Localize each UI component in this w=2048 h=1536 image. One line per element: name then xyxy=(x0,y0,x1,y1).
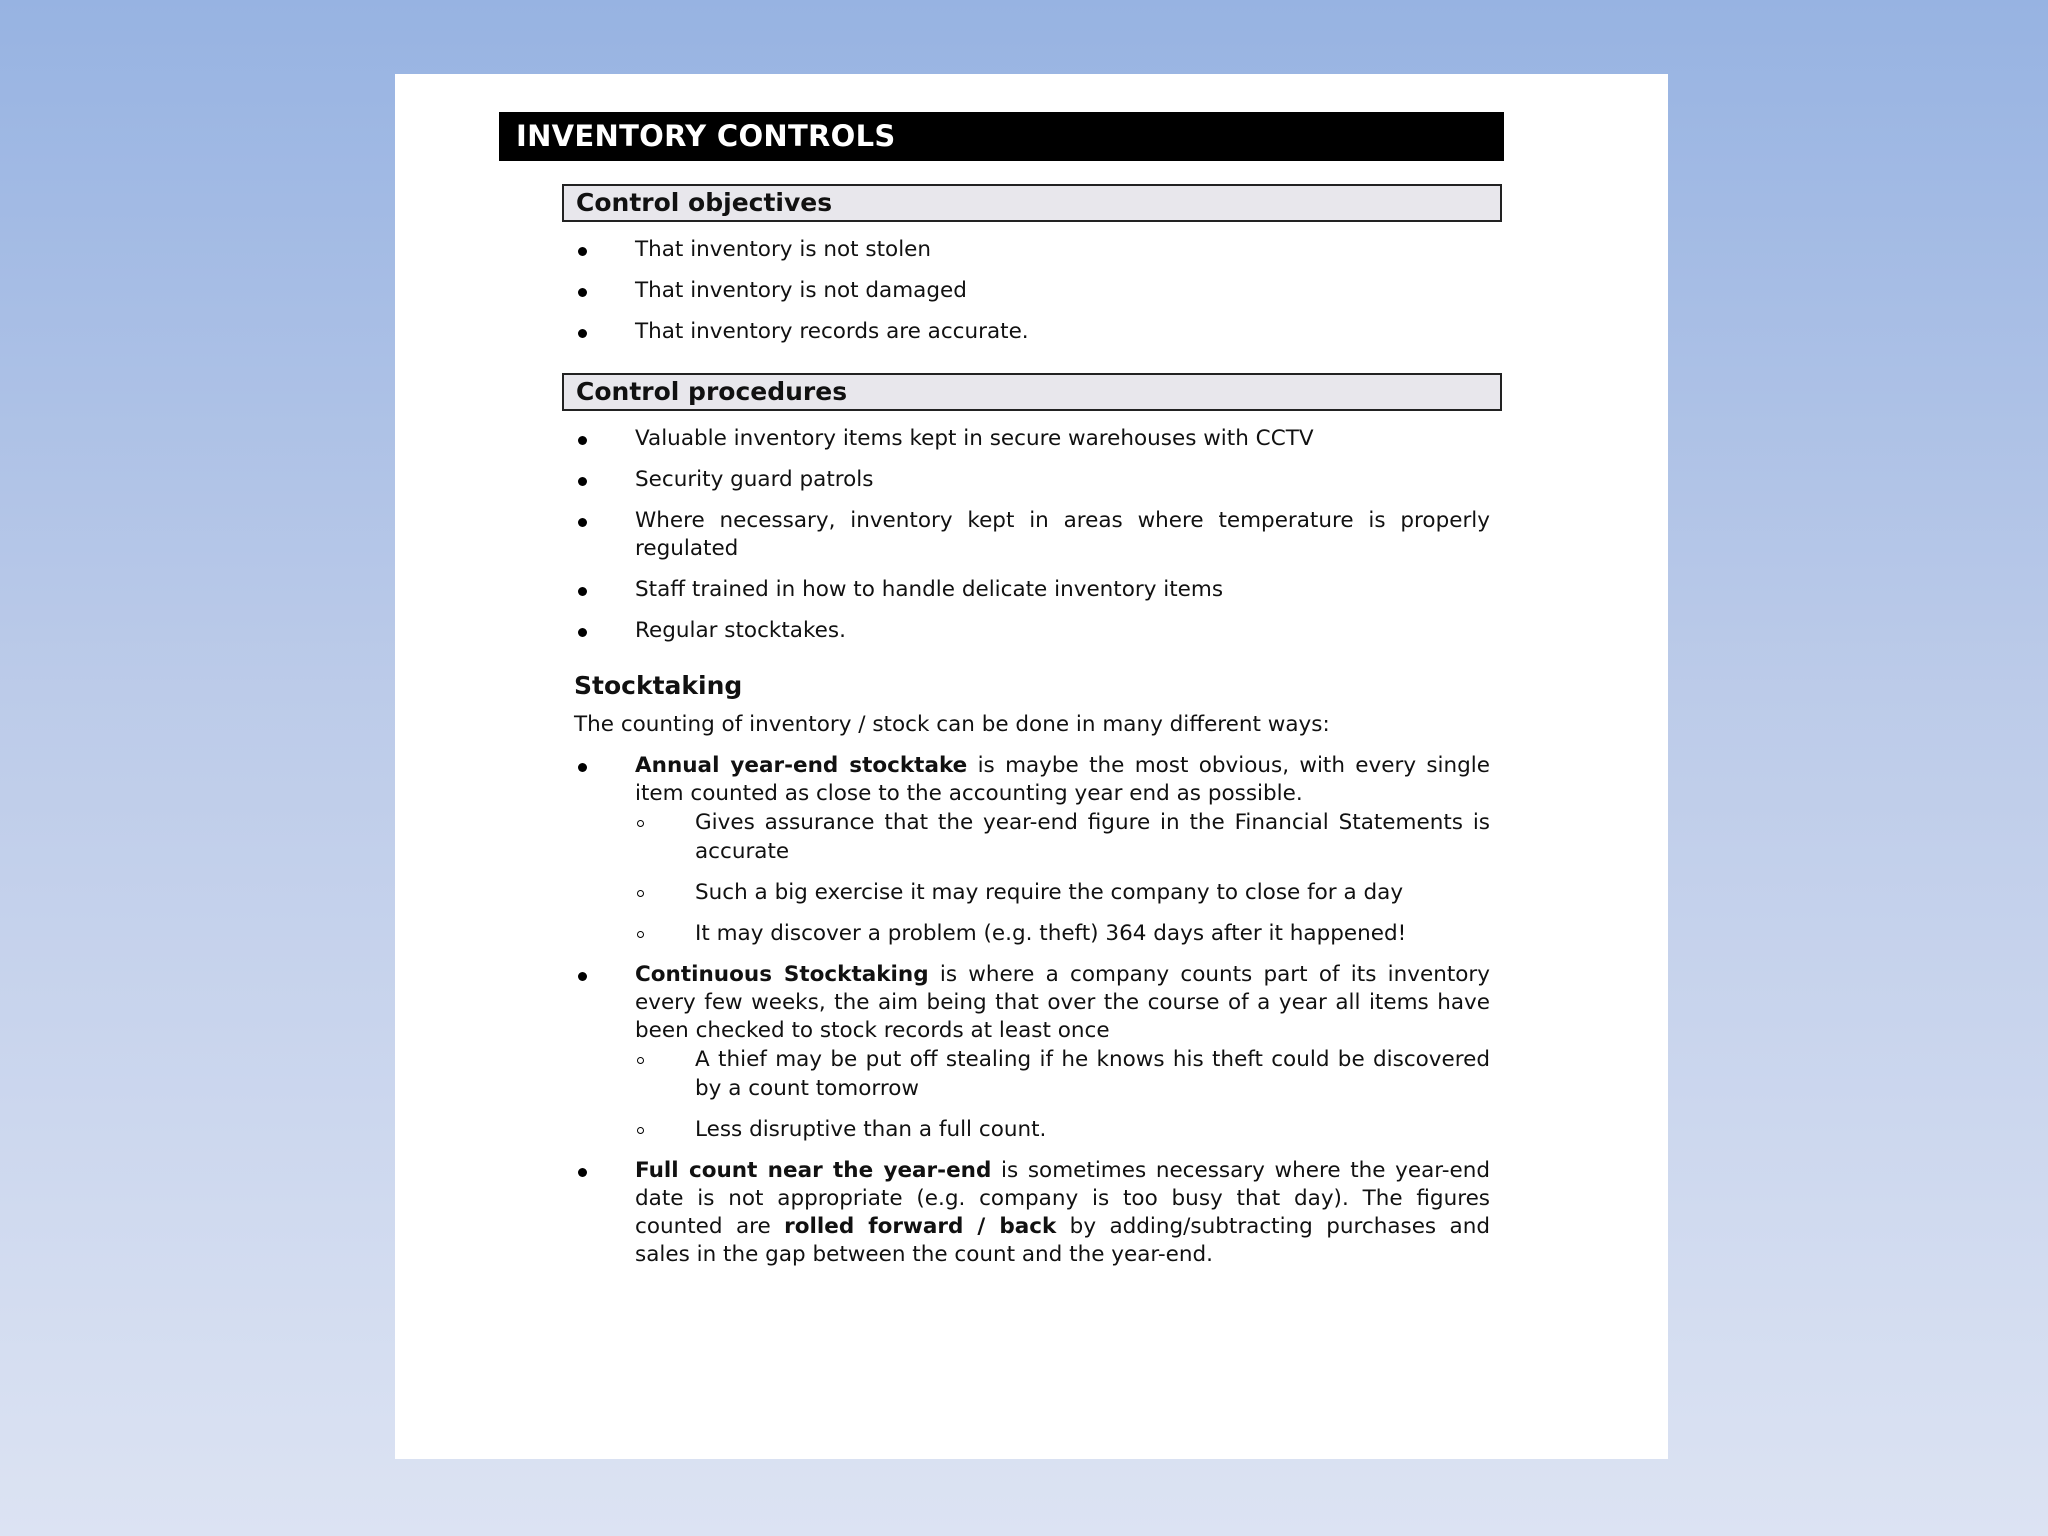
sub-list-item: Such a big exercise it may require the company to close for a day xyxy=(635,878,1490,907)
stocktaking-heading: Stocktaking xyxy=(574,671,743,700)
list-item: Where necessary, inventory kept in areas where temperature is properly regulated xyxy=(562,507,1502,563)
circle-bullet-icon xyxy=(637,1057,644,1064)
sub-list-item: Less disruptive than a full count. xyxy=(635,1115,1490,1144)
circle-bullet-icon xyxy=(637,820,644,827)
bullet-icon xyxy=(578,1168,587,1177)
list-item: Valuable inventory items kept in secure warehouses with CCTV xyxy=(562,425,1502,453)
list-item: Regular stocktakes. xyxy=(562,617,1502,645)
sub-list-item: A thief may be put off stealing if he knows his theft could be discovered by a count tomorrow xyxy=(635,1045,1490,1103)
sub-list-item: It may discover a problem (e.g. theft) 364 days after it happened! xyxy=(635,919,1490,948)
list-item: Staff trained in how to handle delicate inventory items xyxy=(562,576,1502,604)
bullet-icon xyxy=(578,587,587,596)
circle-bullet-icon xyxy=(637,1127,644,1134)
bullet-icon xyxy=(578,972,587,981)
circle-bullet-icon xyxy=(637,931,644,938)
sub-list xyxy=(635,1045,1490,1144)
bullet-icon xyxy=(578,247,587,256)
list-item: Continuous Stocktaking is where a company counts part of its inventory every few weeks, the aim being that over the course of a year all items have been checked to stock records at least once A thief may be put off stealing if he knows his theft could be discovered by a count tomorrow Less disruptive than a full count. xyxy=(562,961,1502,1144)
sub-list xyxy=(635,808,1490,948)
control-objectives-heading: Control objectives xyxy=(562,184,1502,222)
list-item: Security guard patrols xyxy=(562,466,1502,494)
control-objectives-list xyxy=(562,236,1502,346)
bullet-icon xyxy=(578,329,587,338)
document-title: INVENTORY CONTROLS xyxy=(499,112,1504,161)
bullet-icon xyxy=(578,628,587,637)
control-procedures-list xyxy=(562,425,1502,645)
list-item: That inventory is not damaged xyxy=(562,277,1502,305)
sub-list-item: Gives assurance that the year-end figure in the Financial Statements is accurate xyxy=(635,808,1490,866)
list-item: Annual year-end stocktake is maybe the most obvious, with every single item counted as close to the accounting year end as possible. Gives assurance that the year-end figure in the Financial Statements is accurate Such a big exercise it may require the company to close for a day It may discover a problem (e.g. theft) 364 days after it happened! xyxy=(562,752,1502,948)
bullet-icon xyxy=(578,763,587,772)
circle-bullet-icon xyxy=(637,890,644,897)
bullet-icon xyxy=(578,518,587,527)
bullet-icon xyxy=(578,436,587,445)
stocktaking-intro: The counting of inventory / stock can be done in many different ways: xyxy=(574,712,1330,737)
bullet-icon xyxy=(578,288,587,297)
document-page xyxy=(395,74,1668,1459)
list-item: That inventory is not stolen xyxy=(562,236,1502,264)
document-content xyxy=(562,184,1502,1269)
stocktaking-methods-list xyxy=(562,752,1502,1269)
list-item: Full count near the year-end is sometimes necessary where the year-end date is not appropriate (e.g. company is too busy that day). The figures counted are rolled forward / back by adding/subtracting purchases and sales in the gap between the count and the year-end. xyxy=(562,1157,1502,1269)
control-procedures-heading: Control procedures xyxy=(562,373,1502,411)
list-item: That inventory records are accurate. xyxy=(562,318,1502,346)
bullet-icon xyxy=(578,477,587,486)
